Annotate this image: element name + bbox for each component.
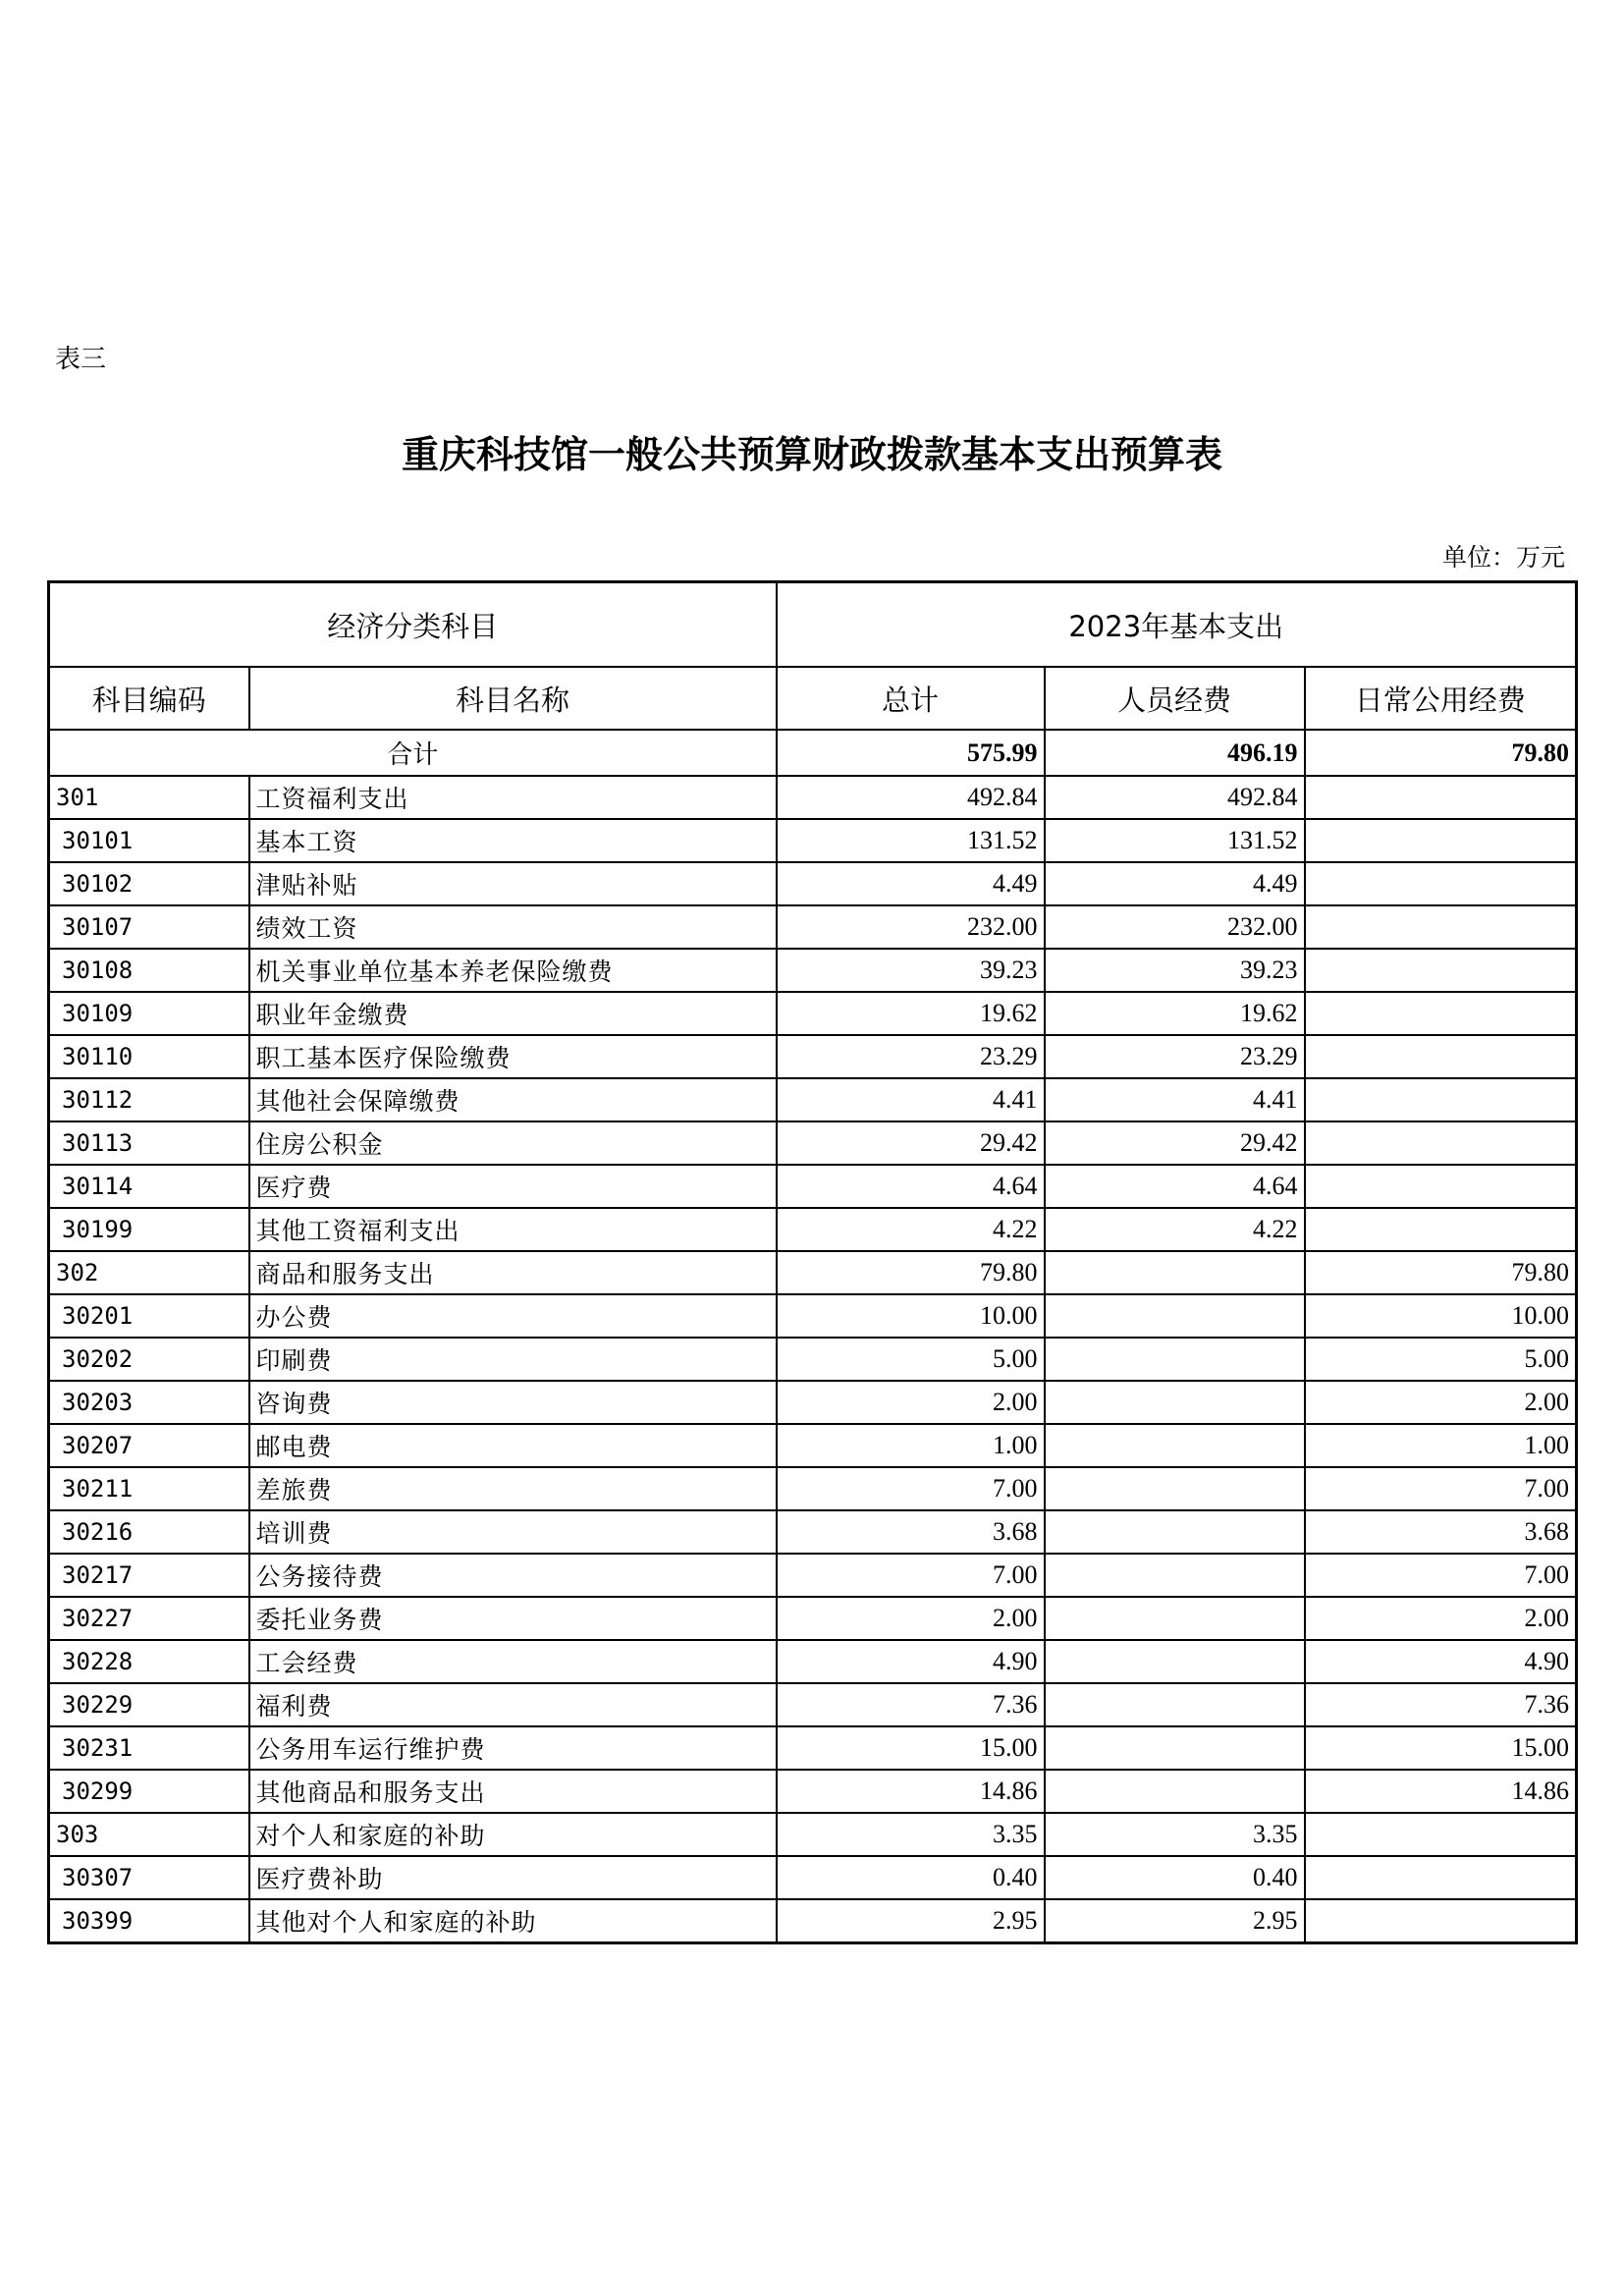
row-personnel: 2.95 <box>1045 1899 1305 1943</box>
table-row <box>49 776 1577 819</box>
row-public <box>1305 905 1577 949</box>
row-total: 3.68 <box>777 1510 1045 1554</box>
row-total: 4.22 <box>777 1208 1045 1251</box>
header-basic-expenditure-2023: 2023年基本支出 <box>777 582 1577 668</box>
row-code: 30110 <box>49 1035 249 1078</box>
table-row <box>49 1381 1577 1424</box>
row-code: 30202 <box>49 1338 249 1381</box>
row-name: 办公费 <box>249 1294 777 1338</box>
table-row <box>49 1035 1577 1078</box>
row-total: 23.29 <box>777 1035 1045 1078</box>
table-row <box>49 1251 1577 1294</box>
total-sum: 575.99 <box>777 730 1045 776</box>
table-row <box>49 1208 1577 1251</box>
row-code: 302 <box>49 1251 249 1294</box>
table-row <box>49 819 1577 862</box>
row-public <box>1305 1813 1577 1856</box>
row-personnel <box>1045 1294 1305 1338</box>
row-personnel: 29.42 <box>1045 1121 1305 1165</box>
row-personnel: 4.64 <box>1045 1165 1305 1208</box>
row-personnel <box>1045 1381 1305 1424</box>
table-row <box>49 1640 1577 1683</box>
row-personnel <box>1045 1251 1305 1294</box>
row-public: 2.00 <box>1305 1381 1577 1424</box>
row-public: 79.80 <box>1305 1251 1577 1294</box>
row-total: 4.64 <box>777 1165 1045 1208</box>
total-label: 合计 <box>49 730 777 776</box>
row-name: 委托业务费 <box>249 1597 777 1640</box>
row-personnel: 492.84 <box>1045 776 1305 819</box>
row-code: 30299 <box>49 1770 249 1813</box>
row-public: 14.86 <box>1305 1770 1577 1813</box>
row-personnel <box>1045 1424 1305 1467</box>
row-name: 商品和服务支出 <box>249 1251 777 1294</box>
row-personnel <box>1045 1597 1305 1640</box>
row-name: 其他社会保障缴费 <box>249 1078 777 1121</box>
table-row <box>49 1597 1577 1640</box>
row-public <box>1305 819 1577 862</box>
row-personnel: 4.41 <box>1045 1078 1305 1121</box>
row-total: 10.00 <box>777 1294 1045 1338</box>
budget-table <box>47 580 1578 1944</box>
table-row <box>49 1338 1577 1381</box>
row-total: 3.35 <box>777 1813 1045 1856</box>
row-personnel: 232.00 <box>1045 905 1305 949</box>
row-public: 7.00 <box>1305 1554 1577 1597</box>
row-name: 职业年金缴费 <box>249 992 777 1035</box>
row-personnel <box>1045 1770 1305 1813</box>
row-personnel <box>1045 1510 1305 1554</box>
row-code: 30228 <box>49 1640 249 1683</box>
table-row <box>49 1078 1577 1121</box>
row-personnel: 19.62 <box>1045 992 1305 1035</box>
row-code: 30199 <box>49 1208 249 1251</box>
table-row <box>49 1683 1577 1726</box>
row-public <box>1305 1899 1577 1943</box>
row-personnel <box>1045 1554 1305 1597</box>
table-row <box>49 992 1577 1035</box>
row-code: 30229 <box>49 1683 249 1726</box>
row-personnel: 3.35 <box>1045 1813 1305 1856</box>
row-name: 工资福利支出 <box>249 776 777 819</box>
row-public <box>1305 1856 1577 1899</box>
row-name: 职工基本医疗保险缴费 <box>249 1035 777 1078</box>
row-personnel <box>1045 1683 1305 1726</box>
row-public <box>1305 862 1577 905</box>
header-public: 日常公用经费 <box>1305 667 1577 730</box>
row-name: 津贴补贴 <box>249 862 777 905</box>
row-code: 30112 <box>49 1078 249 1121</box>
row-total: 2.00 <box>777 1381 1045 1424</box>
table-row <box>49 1424 1577 1467</box>
header-row-group <box>49 582 1577 668</box>
row-code: 30109 <box>49 992 249 1035</box>
row-public <box>1305 1121 1577 1165</box>
row-public <box>1305 776 1577 819</box>
unit-label: 单位：万元 <box>1441 543 1565 572</box>
row-name: 邮电费 <box>249 1424 777 1467</box>
row-total: 492.84 <box>777 776 1045 819</box>
row-name: 差旅费 <box>249 1467 777 1510</box>
row-name: 工会经费 <box>249 1640 777 1683</box>
header-economic-classification: 经济分类科目 <box>49 582 777 668</box>
row-personnel: 0.40 <box>1045 1856 1305 1899</box>
row-total: 7.00 <box>777 1554 1045 1597</box>
row-name: 医疗费补助 <box>249 1856 777 1899</box>
row-code: 30114 <box>49 1165 249 1208</box>
row-public <box>1305 949 1577 992</box>
row-public: 15.00 <box>1305 1726 1577 1770</box>
table-row <box>49 949 1577 992</box>
row-public: 7.36 <box>1305 1683 1577 1726</box>
header-row-columns <box>49 667 1577 730</box>
row-code: 30211 <box>49 1467 249 1510</box>
row-total: 14.86 <box>777 1770 1045 1813</box>
row-public: 4.90 <box>1305 1640 1577 1683</box>
row-total: 4.90 <box>777 1640 1045 1683</box>
table-row <box>49 1856 1577 1899</box>
row-code: 30113 <box>49 1121 249 1165</box>
row-total: 2.00 <box>777 1597 1045 1640</box>
row-code: 30216 <box>49 1510 249 1554</box>
table-row <box>49 1726 1577 1770</box>
row-public: 5.00 <box>1305 1338 1577 1381</box>
row-public <box>1305 1078 1577 1121</box>
row-code: 303 <box>49 1813 249 1856</box>
row-code: 30207 <box>49 1424 249 1467</box>
document-title: 重庆科技馆一般公共预算财政拨款基本支出预算表 <box>401 433 1222 476</box>
row-code: 30108 <box>49 949 249 992</box>
header-total: 总计 <box>777 667 1045 730</box>
row-personnel: 4.22 <box>1045 1208 1305 1251</box>
row-code: 30201 <box>49 1294 249 1338</box>
row-total: 232.00 <box>777 905 1045 949</box>
row-name: 其他对个人和家庭的补助 <box>249 1899 777 1943</box>
row-public: 10.00 <box>1305 1294 1577 1338</box>
row-public: 2.00 <box>1305 1597 1577 1640</box>
row-name: 住房公积金 <box>249 1121 777 1165</box>
row-code: 30399 <box>49 1899 249 1943</box>
row-total: 39.23 <box>777 949 1045 992</box>
row-total: 15.00 <box>777 1726 1045 1770</box>
table-row <box>49 1510 1577 1554</box>
row-personnel: 23.29 <box>1045 1035 1305 1078</box>
row-name: 绩效工资 <box>249 905 777 949</box>
row-personnel <box>1045 1467 1305 1510</box>
row-total: 0.40 <box>777 1856 1045 1899</box>
total-row <box>49 730 1577 776</box>
header-name: 科目名称 <box>249 667 777 730</box>
header-personnel: 人员经费 <box>1045 667 1305 730</box>
row-public <box>1305 1165 1577 1208</box>
row-name: 医疗费 <box>249 1165 777 1208</box>
row-total: 1.00 <box>777 1424 1045 1467</box>
total-personnel: 496.19 <box>1045 730 1305 776</box>
row-total: 19.62 <box>777 992 1045 1035</box>
row-total: 4.41 <box>777 1078 1045 1121</box>
row-name: 培训费 <box>249 1510 777 1554</box>
row-public <box>1305 1208 1577 1251</box>
row-code: 30217 <box>49 1554 249 1597</box>
row-name: 其他商品和服务支出 <box>249 1770 777 1813</box>
row-personnel: 39.23 <box>1045 949 1305 992</box>
table-label: 表三 <box>55 345 107 374</box>
row-total: 131.52 <box>777 819 1045 862</box>
row-personnel: 131.52 <box>1045 819 1305 862</box>
header-code: 科目编码 <box>49 667 249 730</box>
table-row <box>49 1554 1577 1597</box>
row-total: 5.00 <box>777 1338 1045 1381</box>
row-personnel: 4.49 <box>1045 862 1305 905</box>
table-row <box>49 1899 1577 1943</box>
row-personnel <box>1045 1726 1305 1770</box>
row-public: 3.68 <box>1305 1510 1577 1554</box>
row-name: 福利费 <box>249 1683 777 1726</box>
row-public <box>1305 1035 1577 1078</box>
row-total: 4.49 <box>777 862 1045 905</box>
row-name: 基本工资 <box>249 819 777 862</box>
row-name: 对个人和家庭的补助 <box>249 1813 777 1856</box>
row-code: 30101 <box>49 819 249 862</box>
row-personnel <box>1045 1640 1305 1683</box>
row-code: 30102 <box>49 862 249 905</box>
table-row <box>49 905 1577 949</box>
row-code: 30307 <box>49 1856 249 1899</box>
row-name: 机关事业单位基本养老保险缴费 <box>249 949 777 992</box>
row-code: 30227 <box>49 1597 249 1640</box>
row-code: 30231 <box>49 1726 249 1770</box>
row-public <box>1305 992 1577 1035</box>
row-name: 公务用车运行维护费 <box>249 1726 777 1770</box>
row-name: 咨询费 <box>249 1381 777 1424</box>
row-personnel <box>1045 1338 1305 1381</box>
row-total: 7.36 <box>777 1683 1045 1726</box>
row-code: 30107 <box>49 905 249 949</box>
table-row <box>49 1165 1577 1208</box>
table-row <box>49 1294 1577 1338</box>
row-name: 其他工资福利支出 <box>249 1208 777 1251</box>
row-name: 印刷费 <box>249 1338 777 1381</box>
row-total: 79.80 <box>777 1251 1045 1294</box>
table-row <box>49 862 1577 905</box>
row-total: 2.95 <box>777 1899 1045 1943</box>
row-public: 7.00 <box>1305 1467 1577 1510</box>
row-total: 7.00 <box>777 1467 1045 1510</box>
row-total: 29.42 <box>777 1121 1045 1165</box>
table-row <box>49 1467 1577 1510</box>
row-code: 30203 <box>49 1381 249 1424</box>
row-code: 301 <box>49 776 249 819</box>
row-name: 公务接待费 <box>249 1554 777 1597</box>
table-row <box>49 1813 1577 1856</box>
total-public: 79.80 <box>1305 730 1577 776</box>
table-row <box>49 1121 1577 1165</box>
row-public: 1.00 <box>1305 1424 1577 1467</box>
table-row <box>49 1770 1577 1813</box>
